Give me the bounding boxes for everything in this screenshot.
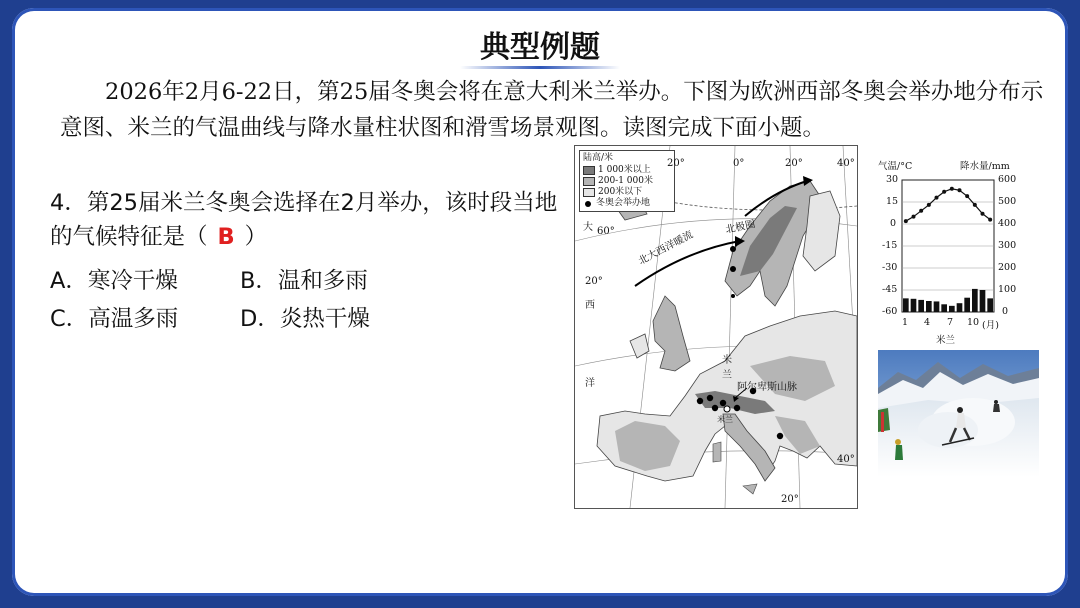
temp-tick: -30	[882, 262, 898, 273]
precipitation-bar	[964, 298, 970, 312]
legend-dot-icon	[585, 201, 591, 207]
arctic-circle-label: 北极圈	[724, 218, 757, 236]
legend-swatch	[583, 166, 595, 175]
answer-options	[50, 262, 570, 338]
lon-label: 20°	[785, 158, 803, 169]
temp-tick: 15	[886, 196, 899, 207]
temp-tick: -60	[882, 306, 898, 317]
temperature-point	[912, 215, 916, 219]
precipitation-bar	[957, 303, 963, 312]
temp-tick: 0	[890, 218, 897, 229]
month-tick: 10	[967, 317, 980, 328]
temperature-point	[973, 203, 977, 207]
precipitation-bar	[980, 290, 986, 312]
temperature-point	[950, 187, 954, 191]
precip-tick: 400	[998, 218, 1017, 229]
precipitation-bar	[941, 304, 947, 312]
alps-label: 阿尔卑斯山脉	[737, 382, 797, 393]
precip-tick: 0	[1002, 306, 1009, 317]
question-text: 4．第25届米兰冬奥会选择在2月举办，该时段当地的气候特征是（	[50, 190, 558, 250]
legend-item	[583, 198, 671, 209]
option-b[interactable]: B．温和多雨	[240, 268, 368, 294]
option-c[interactable]: C．高温多雨	[50, 306, 179, 332]
temp-tick: 30	[886, 174, 899, 185]
ocean-label: 大	[583, 222, 593, 233]
precipitation-bar	[911, 299, 917, 312]
lat-label: 40°	[837, 454, 855, 465]
skier-photo-icon	[878, 350, 1039, 477]
temperature-point	[988, 218, 992, 222]
question-passage: 2026年2月6-22日，第25届冬奥会将在意大利米兰举办。下图为欧洲西部冬奥会举办地分布示意图、米兰的气温曲线与降水量柱状图和滑雪场景观图。读图完成下面小题。	[60, 79, 1044, 141]
precipitation-bar	[949, 306, 955, 312]
temperature-point	[919, 209, 923, 213]
ocean-label: 洋	[585, 378, 595, 389]
region-label: 米	[722, 355, 732, 366]
legend-label: 冬奥会举办地	[596, 198, 651, 208]
precipitation-bar	[987, 298, 993, 312]
options-row-2	[50, 300, 570, 338]
question-close: ）	[244, 224, 268, 250]
month-unit: (月)	[982, 320, 999, 331]
temperature-point	[958, 188, 962, 192]
region-label: 兰	[722, 370, 732, 381]
map-legend	[579, 150, 675, 212]
month-tick: 4	[924, 317, 931, 328]
temperature-point	[904, 219, 908, 223]
precipitation-bar	[972, 289, 978, 312]
precip-tick: 300	[998, 240, 1017, 251]
milan-climate-chart	[876, 158, 1026, 346]
milan-label: 米兰	[717, 415, 733, 424]
precip-tick: 200	[998, 262, 1017, 273]
month-tick: 1	[902, 317, 909, 328]
legend-swatch	[583, 177, 595, 186]
europe-map	[574, 145, 858, 509]
precip-tick: 100	[998, 284, 1017, 295]
lat-label: 60°	[597, 226, 615, 237]
ocean-label: 西	[585, 300, 595, 311]
legend-item	[583, 187, 671, 198]
lat-label: 20°	[585, 276, 603, 287]
month-tick: 7	[947, 317, 954, 328]
precipitation-axis-title: 降水量/mm	[960, 161, 1010, 172]
precipitation-bar	[926, 301, 932, 312]
precipitation-bar	[918, 300, 924, 312]
legend-item	[583, 176, 671, 187]
precipitation-bar	[903, 298, 909, 312]
temperature-point	[942, 190, 946, 194]
lon-label: 20°	[781, 494, 799, 505]
ski-scene-photo	[878, 350, 1039, 477]
options-row-1	[50, 262, 570, 300]
legend-item	[583, 165, 671, 176]
legend-swatch	[583, 188, 595, 197]
temperature-point	[927, 203, 931, 207]
temp-tick: -45	[882, 284, 898, 295]
precip-tick: 500	[998, 196, 1017, 207]
option-a[interactable]: A．寒冷干燥	[50, 268, 178, 294]
legend-title: 陆高/米	[583, 153, 614, 163]
answer-letter: B	[217, 224, 235, 250]
slide-title: 典型例题	[480, 30, 600, 65]
legend-label: 200米以下	[598, 187, 643, 197]
chart-city-name: 米兰	[936, 335, 956, 346]
legend-label: 200-1 000米	[598, 176, 653, 186]
temperature-axis-title: 气温/°C	[878, 161, 913, 172]
precipitation-bar	[934, 301, 940, 312]
milan-marker	[724, 406, 730, 412]
temp-tick: -15	[882, 240, 898, 251]
title-underline	[460, 66, 620, 69]
precip-tick: 600	[998, 174, 1017, 185]
question-stem	[50, 186, 570, 254]
lon-label: 40°	[837, 158, 855, 169]
current-label: 北大西洋暖流	[636, 229, 696, 268]
temperature-point	[981, 212, 985, 216]
option-d[interactable]: D．炎热干燥	[240, 306, 370, 332]
lon-label: 0°	[733, 158, 745, 169]
legend-label: 1 000米以上	[598, 165, 651, 175]
lon-label: 20°	[667, 158, 685, 169]
temperature-point	[935, 196, 939, 200]
temperature-point	[965, 194, 969, 198]
